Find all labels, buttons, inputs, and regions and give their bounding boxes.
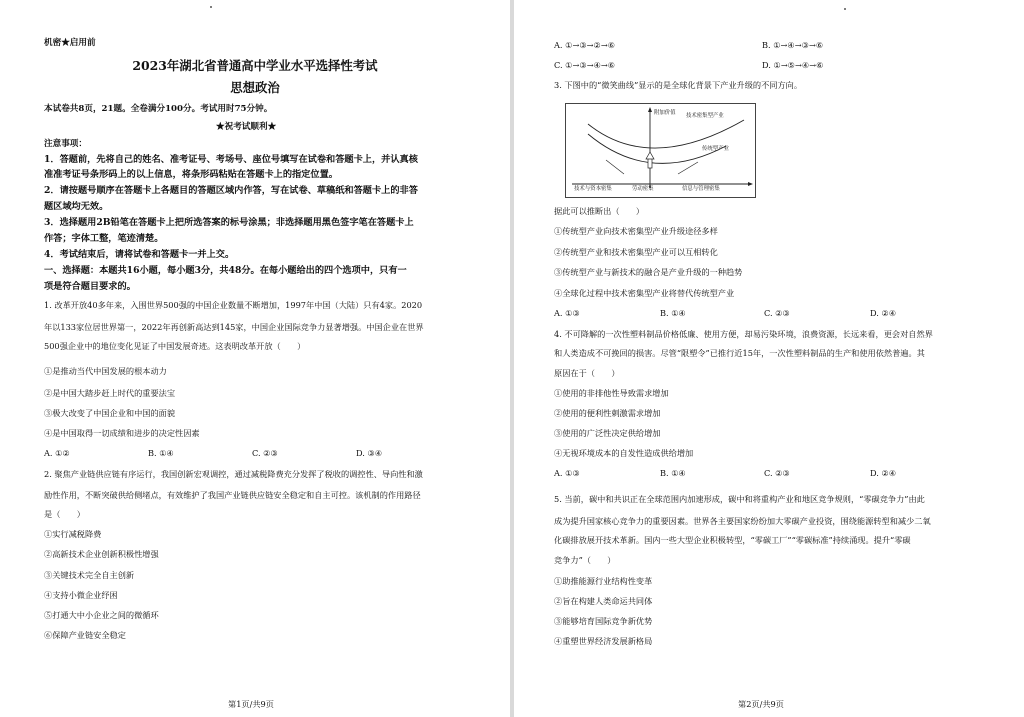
q4-stem: 原因在于（ ） [554,368,620,378]
q4-item: ②使用的便利性刺激需求增加 [554,408,661,418]
upgrade-arrow-head [646,152,654,159]
option-d: D. ①→⑤→④→⑥ [762,60,824,70]
q3-ask: 据此可以推断出（ ） [554,206,645,216]
option-b: B. ①④ [148,448,174,458]
option-d: D. ②④ [870,308,897,318]
q3-stem: 3. 下图中的“微笑曲线”显示的是全球化背景下产业升级的不同方向。 [554,80,803,90]
q5-stem: 成为提升国家核心竞争力的重要因素。世界各主要国家纷纷加大零碳产业投资，围绕能源转型和减少二氧 [554,516,931,526]
q4-item: ④无视环境成本的自发性造成供给增加 [554,448,694,458]
notes-title: 注意事项： [44,139,87,149]
page-footer: 第2页/共9页 [738,699,784,709]
note-line: 准准考证号条形码上的以上信息，将条形码粘贴在答题卡上的指定位置。 [44,169,338,180]
smile-curve-figure [565,103,756,198]
technology-curve [588,120,744,148]
q1-item: ②是中国大踏步赶上时代的重要法宝 [44,388,176,398]
note-line: 作答；字体工整，笔迹清楚。 [44,233,164,244]
section-heading: 项是符合题目要求的。 [44,281,136,292]
q3-item: ①传统型产业向技术密集型产业升级途径多样 [554,226,718,236]
option-a: A. ①③ [554,468,580,478]
subject-title: 思想政治 [230,80,280,95]
scan-dot [210,6,212,8]
y-axis-arrow [648,107,652,112]
q5-item: ③能够培育国际竞争新优势 [554,616,653,626]
option-c: C. ②③ [252,448,278,458]
upgrade-arrow-body [648,158,652,168]
section-heading: 一、选择题：本题共16小题，每小题3分，共48分。在每小题给出的四个选项中，只有一 [44,265,407,276]
q2-stem: 2. 聚焦产业链供应链有序运行，我国创新宏观调控，通过减税降费充分发挥了税收的调控性、导向性和激 [44,469,423,479]
note-line: 题区域均无效。 [44,201,109,212]
q1-item: ③极大改变了中国企业和中国的面貌 [44,408,176,418]
curve-label: 传统型产业 [702,146,729,152]
note-line: 4．考试结束后，请将试卷和答题卡一并上交。 [44,249,235,260]
note-line: 2．请按题号顺序在答题卡上各题目的答题区域内作答，写在试卷、草稿纸和答题卡上的非答 [44,185,418,196]
q1-stem: 年以133家位居世界第一，2022年再创新高达到145家，中国企业国际竞争力显著增强。中国企业在世界 [44,322,424,332]
q5-stem: 化碳排放展开技术革新。国内一些大型企业积极转型，“零碳工厂”“零碳标准”持续涌现。提升“零碳 [554,535,911,545]
option-c: C. ①→③→④→⑥ [554,60,616,70]
q2-item: ④支持小微企业纾困 [44,590,118,600]
option-a: A. ①② [44,448,70,458]
q4-item: ①使用的非排他性导致需求增加 [554,388,669,398]
q5-stem: 竞争力”（ ） [554,555,616,565]
x-axis-label: 信息与管理密集 [682,186,720,192]
blessing: ★祝考试顺利★ [216,122,277,132]
q5-item: ②旨在构建人类命运共同体 [554,596,653,606]
exam-info: 本试卷共8页，21题。全卷满分100分。考试用时75分钟。 [44,104,273,114]
q2-item: ⑤打通大中小企业之间的微循环 [44,610,159,620]
q2-stem: 是（ ） [44,509,85,519]
q3-item: ③传统型产业与新技术的融合是产业升级的一种趋势 [554,267,743,277]
exam-title: 2023年湖北省普通高中学业水平选择性考试 [132,58,378,73]
page-footer: 第1页/共9页 [228,699,274,709]
q5-item: ④重塑世界经济发展新格局 [554,636,653,646]
page-1 [0,0,510,717]
note-line: 3．选择题用2B铅笔在答题卡上把所选答案的标号涂黑；非选择题用黑色签字笔在答题卡上 [44,217,414,228]
option-b: B. ①④ [660,468,686,478]
y-axis-label: 附加价值 [654,110,676,116]
scan-dot [844,8,846,10]
note-line: 1．答题前，先将自己的姓名、准考证号、考场号、座位号填写在试卷和答题卡上，并认真核 [44,154,418,165]
x-axis-arrow [748,182,753,186]
q3-item: ④全球化过程中技术密集型产业将替代传统型产业 [554,288,735,298]
q5-stem: 5. 当前，碳中和共识正在全球范围内加速形成，碳中和将重构产业和地区竞争规则，“零碳竞争力”由此 [554,494,925,504]
q4-stem: 4. 不可降解的一次性塑料制品价格低廉、使用方便，却易污染环境，浪费资源，长远来看，更会对自然界 [554,329,933,339]
q1-stem: 500强企业中的地位变化见证了中国发展奇迹。这表明改革开放（ ） [44,341,306,351]
option-c: C. ②③ [764,308,790,318]
right-arrow [678,162,698,174]
q5-item: ①助推能源行业结构性变革 [554,576,653,586]
q1-item: ④是中国取得一切成绩和进步的决定性因素 [44,428,200,438]
q2-item: ③关键技术完全自主创新 [44,570,135,580]
q2-item: ①实行减税降费 [44,529,102,539]
option-b: B. ①→④→③→⑥ [762,40,824,50]
curve-label: 技术密集型产业 [686,113,724,119]
q2-item: ⑥保障产业链安全稳定 [44,630,126,640]
q2-item: ②高新技术企业创新积极性增强 [44,549,159,559]
option-b: B. ①④ [660,308,686,318]
q1-stem: 1. 改革开放40多年来，入围世界500强的中国企业数量不断增加，1997年中国（大陆）只有4家。2020 [44,300,423,310]
q3-item: ②传统型产业和技术密集型产业可以互相转化 [554,247,718,257]
left-arrow [606,160,624,174]
page-2 [514,0,1024,717]
option-a: A. ①③ [554,308,580,318]
q4-stem: 和人类造成不可挽回的损害。尽管“限塑令”已推行近15年，一次性塑料制品的生产和使用依然普遍。其 [554,348,925,358]
q2-stem: 励性作用，不断突破供给侧堵点，有效维护了我国产业链供应链安全稳定和自主可控。该机制的作用路径 [44,490,421,500]
option-a: A. ①→③→②→⑥ [554,40,616,50]
x-axis-label: 技术与资本密集 [574,186,612,192]
q1-item: ①是推动当代中国发展的根本动力 [44,366,167,376]
q4-item: ③使用的广泛性决定供给增加 [554,428,661,438]
option-c: C. ②③ [764,468,790,478]
option-d: D. ③④ [356,448,383,458]
option-d: D. ②④ [870,468,897,478]
x-axis-label: 劳动密集 [632,186,654,192]
confidential-header: 机密★启用前 [44,38,96,48]
